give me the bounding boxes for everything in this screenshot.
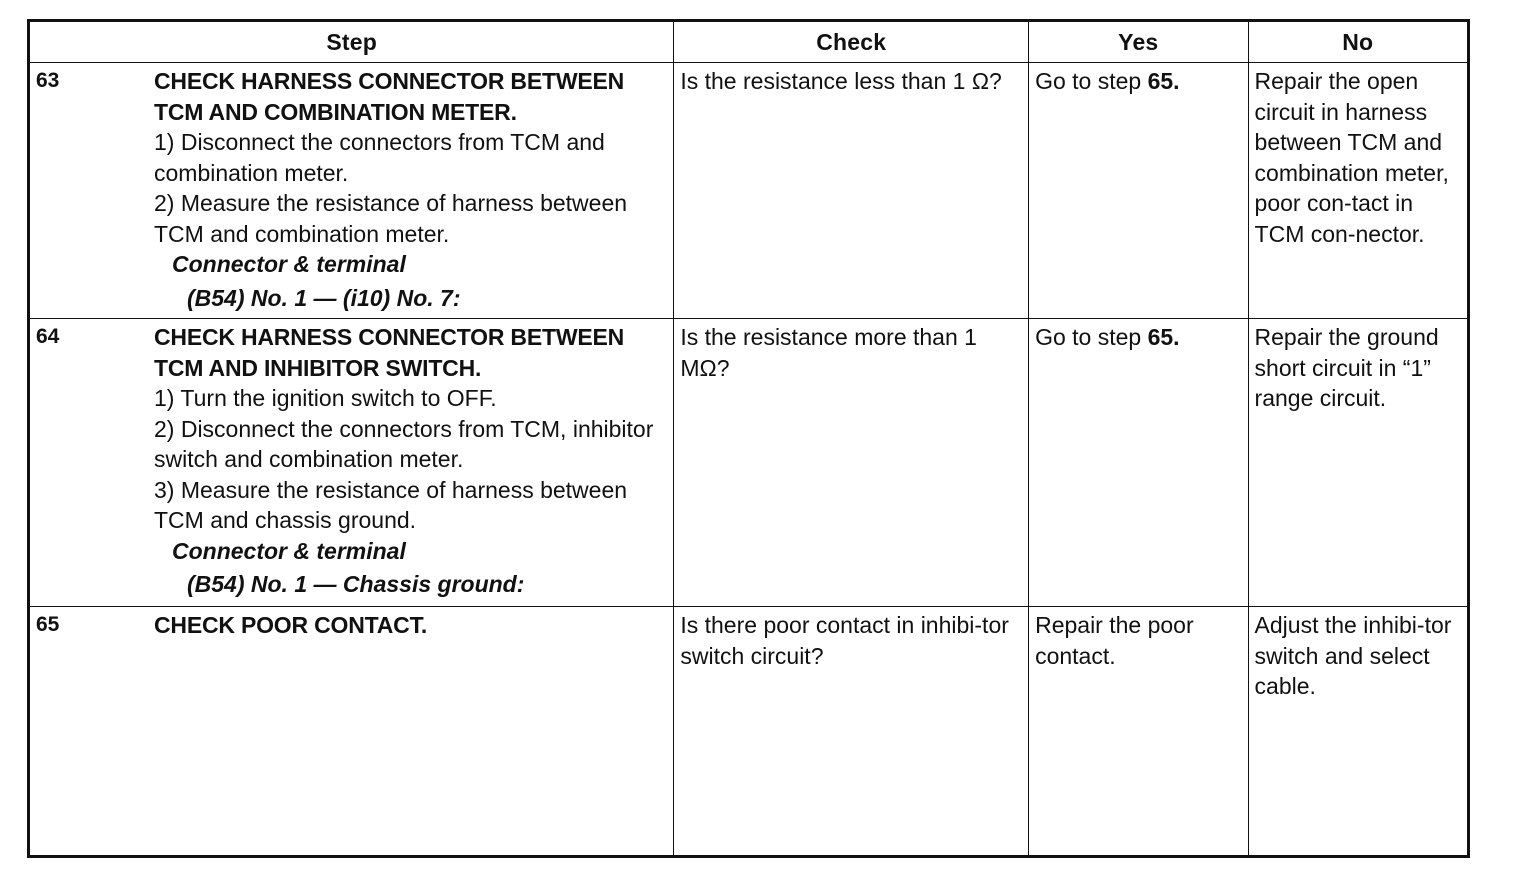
step-cell <box>29 319 674 607</box>
step-instruction: 1) Disconnect the connectors from TCM and combination meter. <box>154 129 605 186</box>
yes-text <box>1029 319 1247 353</box>
step-title: CHECK POOR CONTACT. <box>154 612 428 638</box>
step-number: 63 <box>36 69 60 92</box>
yes-text: Repair the poor contact. <box>1035 612 1194 669</box>
no-text: Repair the ground short circuit in “1” range circuit. <box>1254 324 1439 411</box>
step-number: 64 <box>36 325 60 348</box>
step-instruction: 2) Disconnect the connectors from TCM, inhibitor switch and combination meter. <box>154 415 654 472</box>
column-header-step: Step <box>29 21 674 63</box>
check-cell <box>674 607 1029 857</box>
check-cell <box>674 63 1029 319</box>
column-header-yes: Yes <box>1029 21 1248 63</box>
table-row <box>29 607 1469 857</box>
column-header-check: Check <box>674 21 1029 63</box>
yes-step-ref: 65. <box>1147 68 1180 94</box>
column-header-no: No <box>1248 21 1468 63</box>
connector-value: (B54) No. 1 — Chassis ground: <box>187 571 525 597</box>
step-title: CHECK HARNESS CONNECTOR BETWEEN TCM AND COMBINATION METER. <box>154 68 625 125</box>
check-text: Is there poor contact in inhibi-tor switch circuit? <box>680 612 1009 669</box>
step-instruction: 2) Measure the resistance of harness between TCM and combination meter. <box>154 190 628 247</box>
no-text: Adjust the inhibi-tor switch and select cable. <box>1254 612 1452 699</box>
diagnostic-table <box>27 19 1470 858</box>
connector-label: Connector & terminal <box>172 537 406 564</box>
step-instruction: 1) Turn the ignition switch to OFF. <box>154 385 497 411</box>
yes-cell <box>1029 63 1248 319</box>
table-row <box>29 319 1469 607</box>
yes-prefix: Go to step <box>1035 324 1148 350</box>
yes-cell <box>1029 319 1248 607</box>
no-cell <box>1248 607 1468 857</box>
yes-text <box>1029 63 1247 97</box>
step-instruction: 3) Measure the resistance of harness between TCM and chassis ground. <box>154 476 628 533</box>
table-header-row <box>29 21 1469 63</box>
connector-label: Connector & terminal <box>172 251 406 277</box>
yes-step-ref: 65. <box>1147 324 1180 350</box>
step-title: CHECK HARNESS CONNECTOR BETWEEN TCM AND INHIBITOR SWITCH. <box>154 324 625 381</box>
step-number: 65 <box>36 613 60 636</box>
no-cell <box>1248 63 1468 319</box>
step-cell <box>29 63 674 319</box>
check-cell <box>674 319 1029 607</box>
no-text: Repair the open circuit in harness between TCM and combination meter, poor con-tact in TCM con-nector. <box>1254 68 1449 247</box>
connector-value: (B54) No. 1 — (i10) No. 7: <box>187 284 461 311</box>
table-row <box>29 63 1469 319</box>
check-text: Is the resistance less than 1 Ω? <box>680 68 1002 94</box>
step-cell <box>29 607 674 857</box>
yes-cell <box>1029 607 1248 857</box>
check-text: Is the resistance more than 1 MΩ? <box>680 324 977 381</box>
no-cell <box>1248 319 1468 607</box>
yes-prefix: Go to step <box>1035 68 1148 94</box>
